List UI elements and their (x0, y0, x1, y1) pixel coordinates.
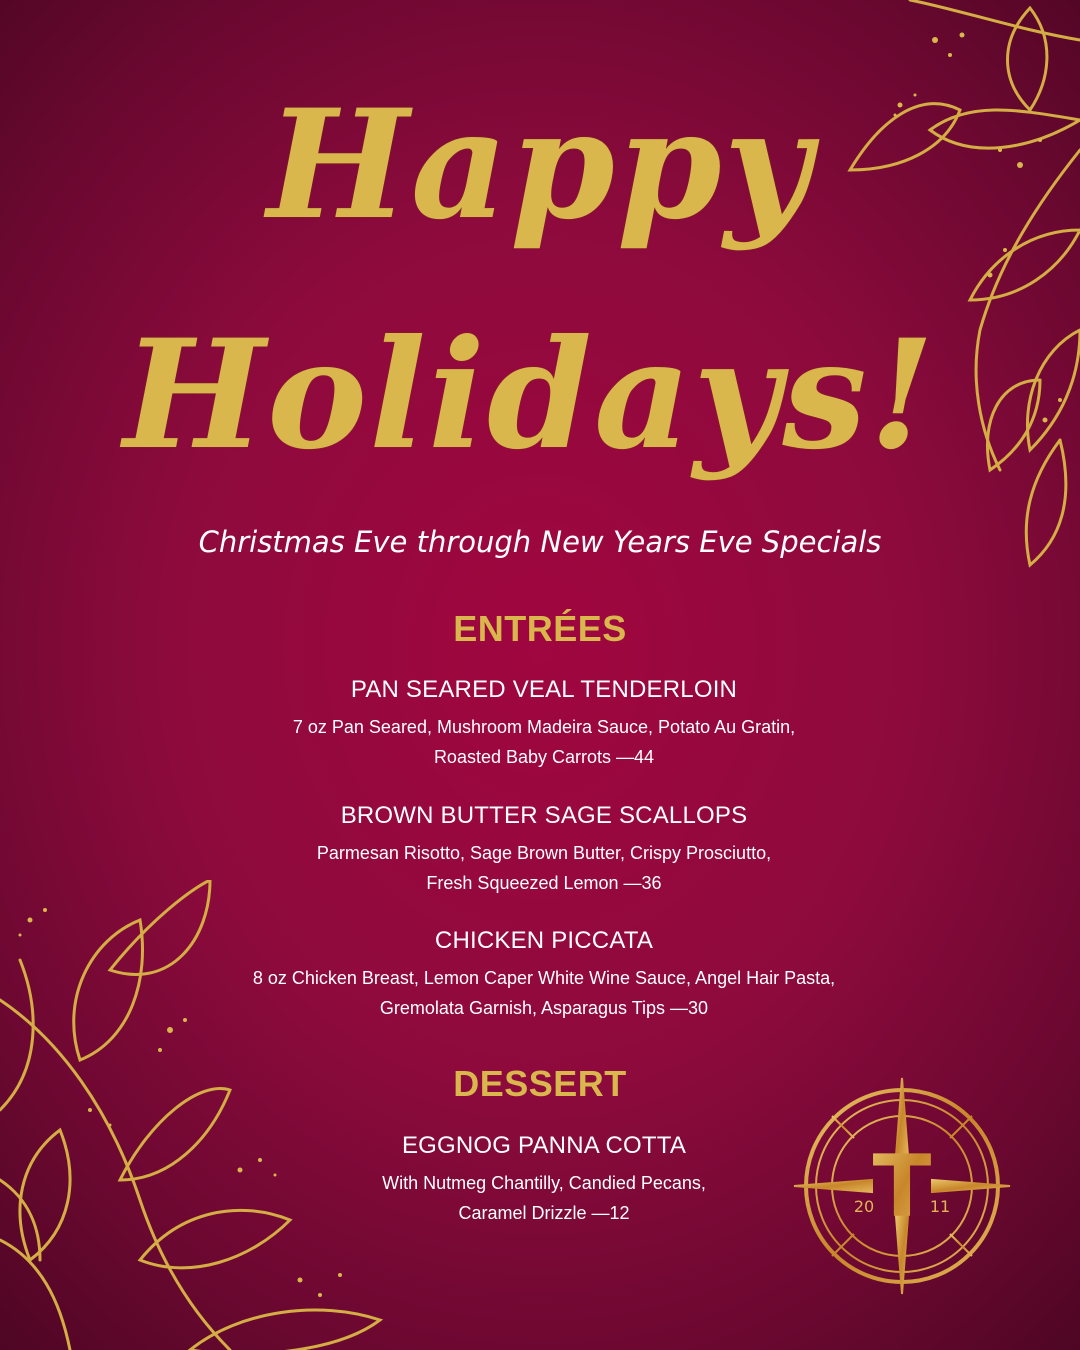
menu-item-name: CHICKEN PICCATA (434, 927, 654, 954)
menu-item-description: 8 oz Chicken Breast, Lemon Caper White Wine Sauce, Angel Hair Pasta, Gremolata Garnish, Asparagus Tips —30 (252, 968, 836, 1018)
menu-item-scallops (0, 802, 1080, 898)
entrees-heading: ENTRÉES (453, 608, 627, 649)
dessert-heading: DESSERT (453, 1063, 627, 1104)
menu-item-description: Parmesan Risotto, Sage Brown Butter, Crispy Prosciutto, Fresh Squeezed Lemon —36 (316, 843, 772, 893)
logo-year-left: 20 (853, 1197, 875, 1216)
title-holidays: Holidays! (123, 307, 937, 483)
menu-item-veal (0, 676, 1080, 772)
menu-item-name: BROWN BUTTER SAGE SCALLOPS (340, 802, 748, 829)
menu-item-description: With Nutmeg Chantilly, Candied Pecans, Caramel Drizzle —12 (382, 1173, 706, 1223)
menu-item-name: EGGNOG PANNA COTTA (401, 1132, 687, 1159)
menu-item-name: PAN SEARED VEAL TENDERLOIN (350, 676, 738, 703)
subtitle: Christmas Eve through New Years Eve Specials (198, 525, 882, 559)
title-happy: Happy (267, 77, 813, 253)
logo-year-right: 11 (929, 1197, 951, 1216)
compass-monogram-logo (792, 1076, 1012, 1296)
menu-item-chicken-piccata (0, 927, 1080, 1023)
logo-monogram: T (872, 1137, 932, 1237)
menu-item-description: 7 oz Pan Seared, Mushroom Madeira Sauce, Potato Au Gratin, Roasted Baby Carrots —44 (292, 717, 796, 767)
